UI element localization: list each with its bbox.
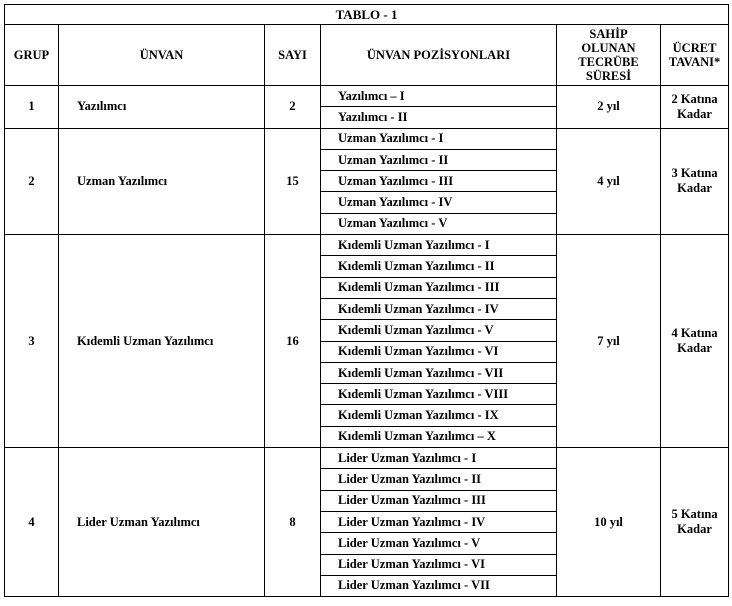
ucret-line: Kadar <box>677 106 712 121</box>
unvan-cell: Kıdemli Uzman Yazılımcı <box>59 235 265 448</box>
ucret-line: Kadar <box>677 341 712 356</box>
tecrube-cell: 4 yıl <box>557 128 661 234</box>
ucret-cell <box>661 86 729 129</box>
ucret-line: 2 Katına <box>671 91 718 106</box>
position-cell: Kıdemli Uzman Yazılımcı - VIII <box>321 384 557 405</box>
header-grup: GRUP <box>5 25 59 86</box>
position-cell: Uzman Yazılımcı - II <box>321 149 557 170</box>
position-cell: Kıdemli Uzman Yazılımcı - IX <box>321 405 557 426</box>
header-unvan: ÜNVAN <box>59 25 265 86</box>
position-cell: Kıdemli Uzman Yazılımcı - IV <box>321 298 557 319</box>
header-ucret <box>661 25 729 86</box>
sayi-cell: 15 <box>265 128 321 234</box>
table-row <box>5 128 729 149</box>
unvan-cell: Lider Uzman Yazılımcı <box>59 448 265 597</box>
position-cell: Kıdemli Uzman Yazılımcı - III <box>321 277 557 298</box>
sayi-cell: 16 <box>265 235 321 448</box>
position-cell: Lider Uzman Yazılımcı - VI <box>321 554 557 575</box>
tecrube-cell: 2 yıl <box>557 86 661 129</box>
ucret-cell <box>661 448 729 597</box>
position-cell: Kıdemli Uzman Yazılımcı - VI <box>321 341 557 362</box>
ucret-cell <box>661 235 729 448</box>
position-cell: Lider Uzman Yazılımcı - III <box>321 490 557 511</box>
header-tecrube-line: SAHİP <box>589 27 628 41</box>
ucret-line: 5 Katına <box>671 507 718 522</box>
position-cell: Yazılımcı – I <box>321 86 557 107</box>
tecrube-cell: 7 yıl <box>557 235 661 448</box>
unvan-cell: Uzman Yazılımcı <box>59 128 265 234</box>
header-sayi: SAYI <box>265 25 321 86</box>
header-pozisyonlar: ÜNVAN POZİSYONLARI <box>321 25 557 86</box>
position-cell: Kıdemli Uzman Yazılımcı - V <box>321 320 557 341</box>
ucret-cell <box>661 128 729 234</box>
sayi-cell: 8 <box>265 448 321 597</box>
table-row <box>5 448 729 469</box>
header-tecrube <box>557 25 661 86</box>
position-cell: Uzman Yazılımcı - IV <box>321 192 557 213</box>
tecrube-cell: 10 yıl <box>557 448 661 597</box>
position-cell: Uzman Yazılımcı - V <box>321 213 557 234</box>
ucret-line: Kadar <box>677 181 712 196</box>
sayi-cell: 2 <box>265 86 321 129</box>
grup-cell: 3 <box>5 235 59 448</box>
unvan-cell: Yazılımcı <box>59 86 265 129</box>
title-row <box>5 5 729 25</box>
grup-cell: 2 <box>5 128 59 234</box>
grup-cell: 1 <box>5 86 59 129</box>
position-cell: Uzman Yazılımcı - III <box>321 171 557 192</box>
header-ucret-line: ÜCRET <box>672 41 717 55</box>
table-row <box>5 235 729 256</box>
grup-cell: 4 <box>5 448 59 597</box>
header-tecrube-line: TECRÜBE <box>578 55 639 69</box>
header-tecrube-line: SÜRESİ <box>585 69 632 83</box>
ucret-line: 4 Katına <box>671 326 718 341</box>
header-tecrube-line: OLUNAN <box>581 41 636 55</box>
position-cell: Yazılımcı - II <box>321 107 557 128</box>
position-cell: Uzman Yazılımcı - I <box>321 128 557 149</box>
header-ucret-line: TAVANI* <box>668 55 721 69</box>
position-cell: Lider Uzman Yazılımcı - V <box>321 533 557 554</box>
position-cell: Kıdemli Uzman Yazılımcı – X <box>321 426 557 447</box>
position-cell: Kıdemli Uzman Yazılımcı - VII <box>321 362 557 383</box>
table-row <box>5 86 729 107</box>
position-cell: Kıdemli Uzman Yazılımcı - II <box>321 256 557 277</box>
personnel-table <box>4 4 729 597</box>
table-title: TABLO - 1 <box>5 5 729 25</box>
ucret-line: Kadar <box>677 522 712 537</box>
document <box>4 4 728 597</box>
position-cell: Lider Uzman Yazılımcı - I <box>321 448 557 469</box>
position-cell: Lider Uzman Yazılımcı - VII <box>321 575 557 596</box>
position-cell: Kıdemli Uzman Yazılımcı - I <box>321 235 557 256</box>
header-row <box>5 25 729 86</box>
position-cell: Lider Uzman Yazılımcı - II <box>321 469 557 490</box>
ucret-line: 3 Katına <box>671 166 718 181</box>
position-cell: Lider Uzman Yazılımcı - IV <box>321 511 557 532</box>
